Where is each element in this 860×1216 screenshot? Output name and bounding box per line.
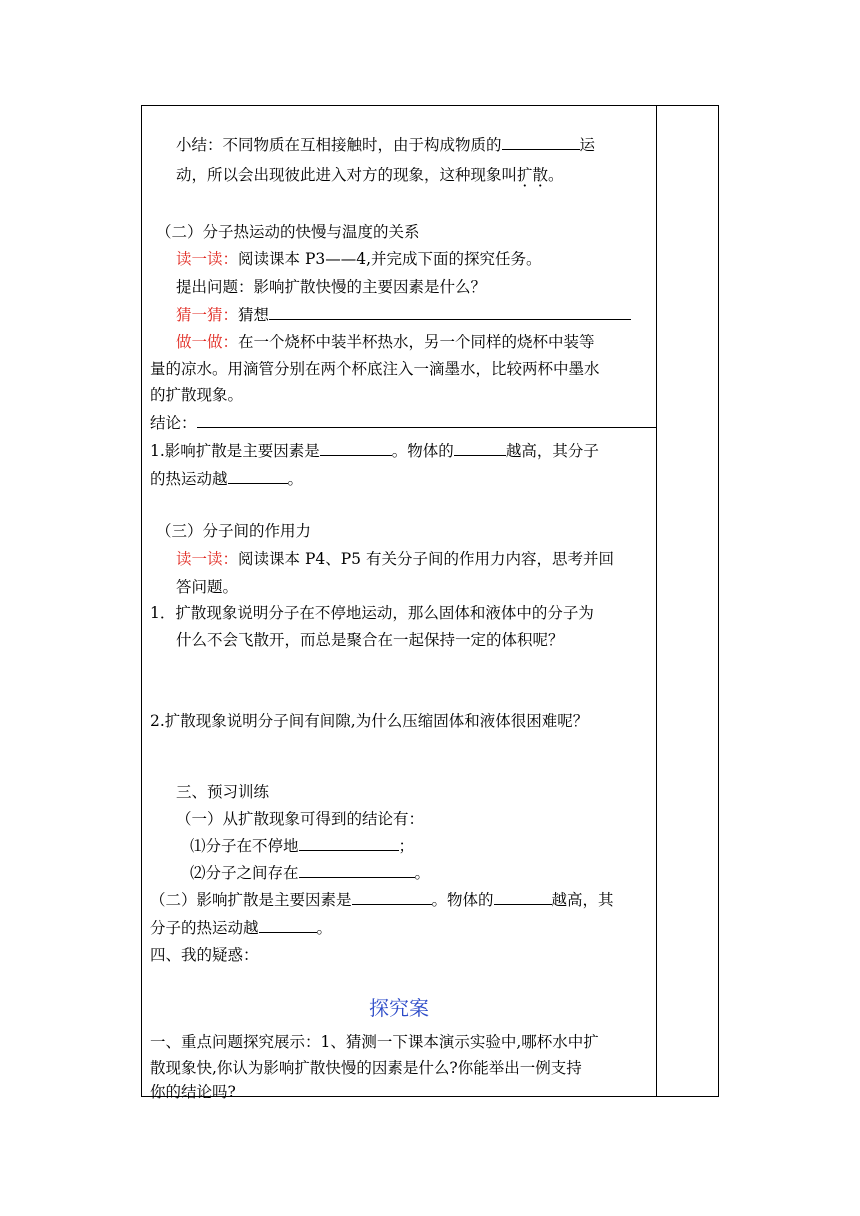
preview-text: ⑴分子在不停地 (190, 837, 299, 855)
conclusion-item-2 (150, 468, 303, 490)
guess-line (176, 304, 631, 326)
blank-field[interactable] (320, 440, 392, 456)
preview-text: 分子的热运动越 (150, 919, 259, 937)
do-text: 在一个烧杯中装半杯热水，另一个同样的烧杯中装等 (238, 333, 595, 351)
preview-text: 。 (316, 919, 333, 937)
worksheet-table (141, 105, 719, 1101)
blank-field[interactable] (352, 889, 432, 905)
doubts-heading: 四、我的疑惑： (150, 946, 259, 964)
conclusion-text: 。 (287, 470, 304, 488)
question-1-line-2: 什么不会飞散开，而总是聚合在一起保持一定的体积呢？ (176, 631, 564, 649)
summary-text: 运 (579, 136, 596, 154)
explore-line-1: 一、重点问题探究展示：1、猜测一下课本演示实验中,哪杯水中扩 (150, 1033, 599, 1051)
blank-field[interactable] (502, 134, 580, 150)
summary-text: 。 (548, 166, 564, 184)
read-label: 读一读： (176, 250, 239, 268)
read-line-2: 答问题。 (176, 578, 239, 596)
read-text: 阅读课本 P4、P5 有关分子间的作用力内容，思考并回 (238, 550, 614, 568)
conclusion-text: 。物体的 (391, 442, 454, 460)
preview-text: （二）影响扩散是主要因素是 (150, 891, 352, 909)
blank-field[interactable] (299, 835, 399, 851)
read-label: 读一读： (176, 550, 239, 568)
question-1-line-1: 1．扩散现象说明分子在不停地运动，那么固体和液体中的分子为 (150, 604, 594, 622)
emphasis-char: 散 (532, 166, 549, 184)
do-text-line-2: 量的凉水。用滴管分别在两个杯底注入一滴墨水，比较两杯中墨水 (150, 360, 600, 378)
preview-text: ⑵分子之间存在 (190, 864, 299, 882)
explore-line-3: 你的结论吗? (150, 1083, 236, 1101)
preview-part-1: （一）从扩散现象可得到的结论有： (176, 810, 425, 828)
read-text: 阅读课本 P3——4,并完成下面的探究任务。 (238, 250, 542, 268)
blank-field[interactable] (269, 304, 631, 320)
blank-field[interactable] (197, 412, 657, 428)
conclusion-text: 越高，其分子 (505, 442, 599, 460)
blank-field[interactable] (299, 862, 415, 878)
conclusion-label: 结论： (150, 414, 197, 432)
conclusion-text: 的热运动越 (150, 470, 228, 488)
explore-line-2: 散现象快,你认为影响扩散快慢的因素是什么?你能举出一例支持 (150, 1059, 582, 1077)
read-line (176, 248, 542, 270)
do-line (176, 331, 595, 353)
section-heading: （三）分子间的作用力 (156, 522, 312, 540)
emphasis-char: 扩 (517, 166, 533, 184)
blank-field[interactable] (228, 468, 288, 484)
read-line (176, 548, 614, 570)
summary-text: 小结：不同物质在互相接触时，由于构成物质的 (176, 136, 502, 154)
right-column-divider (656, 106, 657, 1096)
preview-item-1 (190, 835, 414, 857)
conclusion-text: 1.影响扩散是主要因素是 (150, 442, 320, 460)
conclusion-item-1 (150, 440, 599, 462)
summary-line-1 (176, 134, 595, 156)
preview-heading: 三、预习训练 (176, 783, 270, 801)
preview-item-2 (190, 862, 430, 884)
guess-text: 猜想 (238, 306, 270, 324)
section-heading: （二）分子热运动的快慢与温度的关系 (156, 223, 420, 241)
summary-line-2 (176, 164, 564, 186)
preview-part-2-line-2 (150, 917, 332, 939)
preview-text: ； (398, 837, 415, 855)
preview-part-2-line-1 (150, 889, 614, 911)
summary-text: 动，所以会出现彼此进入对方的现象，这种现象叫 (176, 166, 518, 184)
preview-text: 越高，其 (551, 891, 614, 909)
guess-label: 猜一猜： (176, 306, 239, 324)
question-2: 2.扩散现象说明分子间有间隙,为什么压缩固体和液体很困难呢？ (150, 712, 589, 730)
do-label: 做一做： (176, 333, 239, 351)
do-text-line-3: 的扩散现象。 (150, 386, 244, 404)
question-line: 提出问题：影响扩散快慢的主要因素是什么？ (176, 278, 487, 296)
blank-field[interactable] (494, 889, 552, 905)
blank-field[interactable] (454, 440, 506, 456)
blank-field[interactable] (259, 917, 317, 933)
conclusion-line (150, 412, 657, 434)
preview-text: 。 (414, 864, 431, 882)
explore-title: 探究案 (369, 996, 429, 1020)
preview-text: 。物体的 (431, 891, 494, 909)
